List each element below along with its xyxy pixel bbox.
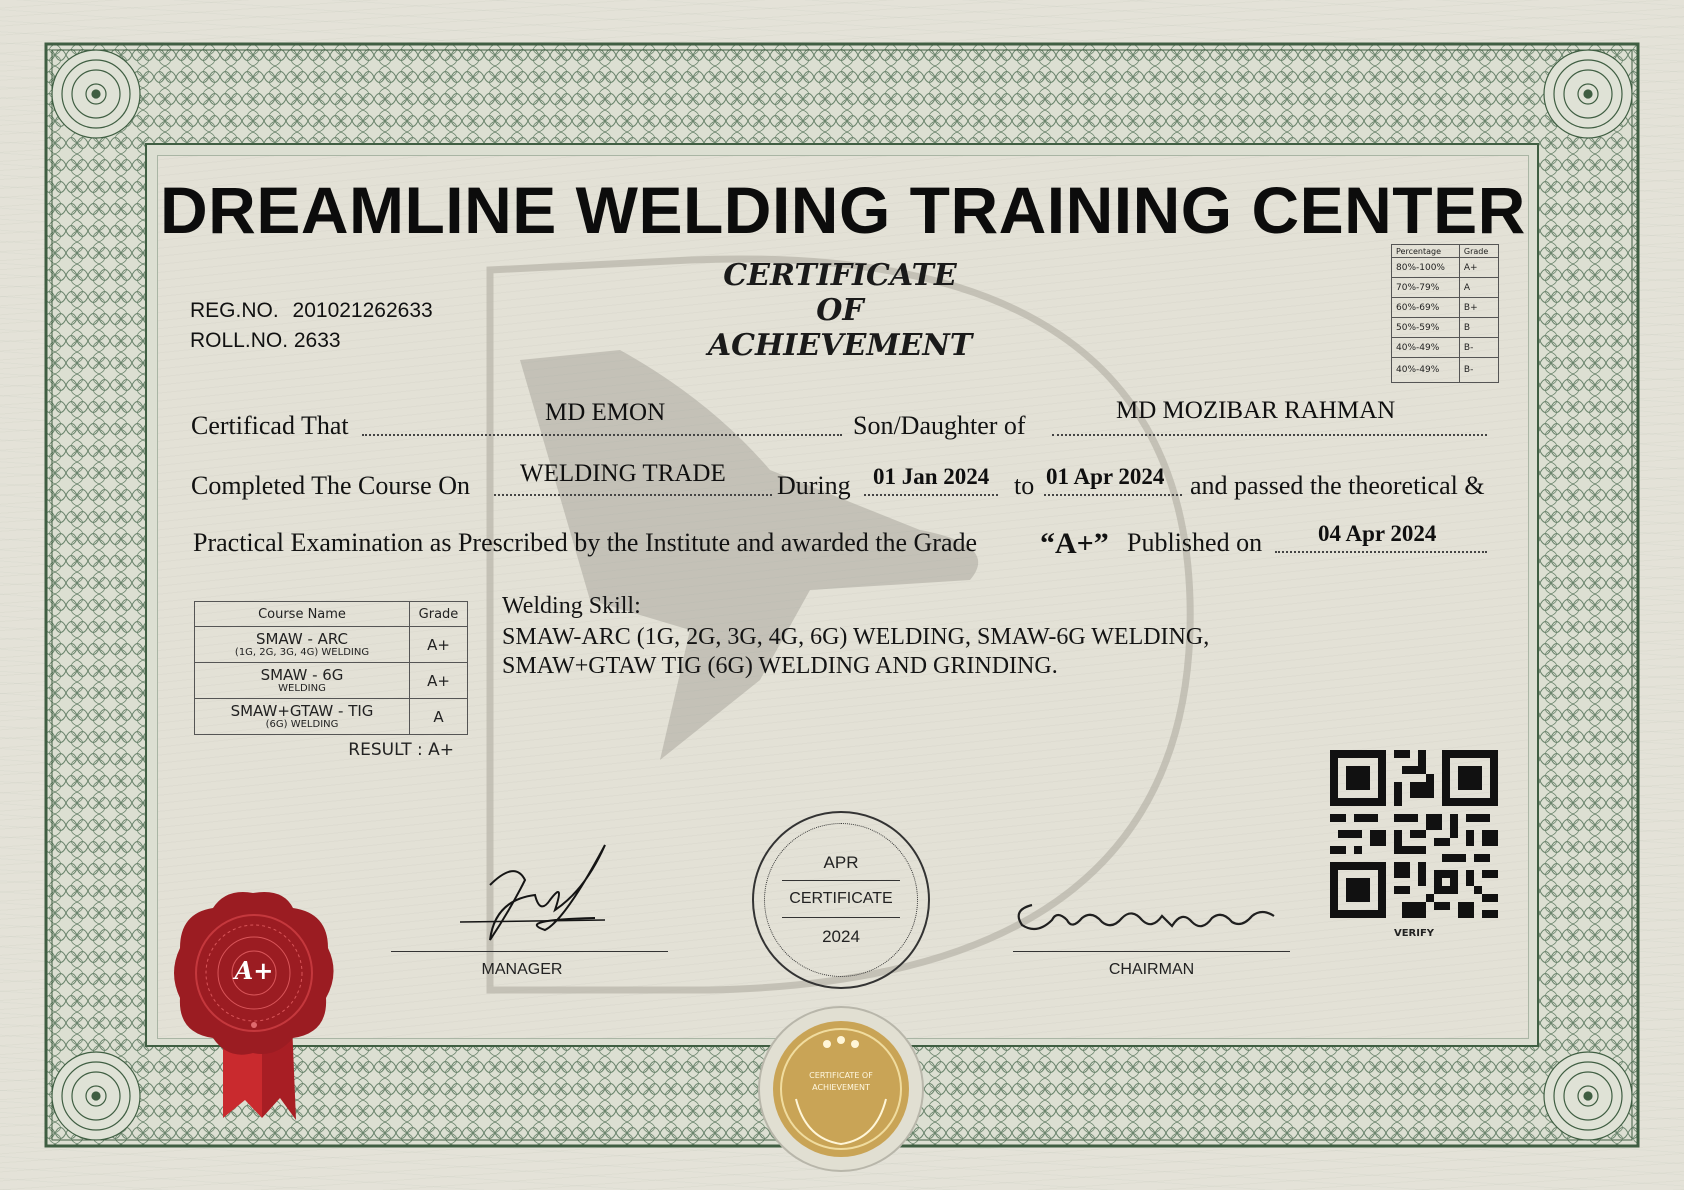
stamp-month: APR [823,853,859,872]
wax-seal-grade: A+ [234,956,274,985]
grade-scale-row [1392,278,1499,298]
grade-scale-percentage: 80%-100% [1392,258,1460,278]
course-grade: A [410,699,468,735]
course-sub: (6G) WELDING [265,719,339,730]
stamp-divider [782,880,900,881]
course-header-name: Course Name [195,602,410,627]
certificate-heading [680,258,1000,363]
grade-scale-grade: B- [1459,358,1498,383]
grade-scale-grade: B+ [1459,298,1498,318]
grade-scale-percentage: 60%-69% [1392,298,1460,318]
reg-value: 201021262633 [292,299,433,322]
course-table-header [195,602,468,627]
course-grade: A+ [410,663,468,699]
skills-heading: Welding Skill: [502,593,641,619]
published-date: 04 Apr 2024 [1318,521,1437,546]
grade-scale-percentage: 40%-49% [1392,338,1460,358]
chairman-signature [1012,890,1292,950]
passed-label: and passed the theoretical & [1190,471,1485,500]
wax-seal [168,888,338,1128]
start-date-dotline [864,494,998,496]
student-name: MD EMON [545,399,666,426]
grade-scale-row [1392,338,1499,358]
parent-name-dotline [1052,434,1487,436]
chairman-label: CHAIRMAN [1108,961,1195,978]
grade-scale-row [1392,298,1499,318]
grade-scale-grade: A+ [1459,258,1498,278]
course-cell [195,699,410,735]
qr-verify-label: VERIFY [1393,928,1435,939]
gold-badge-line-1: CERTIFICATE OF [809,1071,873,1080]
stamp-year: 2024 [822,927,860,946]
skills-line-1: SMAW-ARC (1G, 2G, 3G, 4G, 6G) WELDING, SMAW-6G WELDING, [502,624,1210,650]
manager-signature-line [391,951,668,952]
course-sub: (1G, 2G, 3G, 4G) WELDING [234,647,370,658]
course-name: SMAW+GTAW - TIG [230,702,374,720]
awarded-grade: “A+” [1040,527,1109,560]
roll-value: 2633 [293,329,341,352]
heading-line-1: CERTIFICATE [723,258,957,293]
grade-scale-header-grade: Grade [1459,245,1498,258]
roll-label: ROLL.NO. [190,329,289,352]
published-label: Published on [1127,528,1263,557]
to-label: to [1014,471,1035,500]
start-date: 01 Jan 2024 [873,464,990,489]
course-name-dotline [494,494,772,496]
grade-scale-grade: B [1459,318,1498,338]
course-sub: WELDING [278,683,326,694]
gold-badge-line-2: ACHIEVEMENT [812,1083,870,1092]
course-cell [195,663,410,699]
manager-label: MANAGER [481,961,563,978]
course-table [194,601,468,735]
grade-scale-grade: A [1459,278,1498,298]
grade-scale-percentage: 40%-49% [1392,358,1460,383]
student-name-dotline [362,434,842,436]
stamp-divider [782,917,900,918]
course-grade: A+ [410,627,468,663]
grade-scale-percentage: 70%-79% [1392,278,1460,298]
end-date: 01 Apr 2024 [1046,464,1165,489]
parent-label: Son/Daughter of [853,411,1026,440]
skills-line-2: SMAW+GTAW TIG (6G) WELDING AND GRINDING. [502,653,1058,679]
end-date-dotline [1044,494,1182,496]
during-label: During [777,471,851,500]
grade-scale-header [1392,245,1499,258]
course-label: Completed The Course On [191,471,470,500]
course-cell [195,627,410,663]
grade-scale-percentage: 50%-59% [1392,318,1460,338]
manager-signature [455,840,625,950]
reg-number [190,299,433,323]
grade-scale-header-percentage: Percentage [1392,245,1460,258]
parent-name: MD MOZIBAR RAHMAN [1116,397,1396,424]
chairman-signature-line [1013,951,1290,952]
qr-code [1330,750,1498,918]
published-date-dotline [1275,551,1487,553]
course-result: RESULT : A+ [348,740,454,760]
course-header-grade: Grade [410,602,468,627]
practical-label: Practical Examination as Prescribed by the Institute and awarded the Grade [193,528,978,557]
gold-badge-text [776,1070,906,1094]
institute-title: DREAMLINE WELDING TRAINING CENTER [160,173,1526,247]
course-row [195,699,468,735]
course-name: SMAW - 6G [260,666,344,684]
grade-scale-row [1392,358,1499,383]
grade-scale-row [1392,258,1499,278]
course-name: SMAW - ARC [255,630,349,648]
date-stamp [752,811,930,989]
heading-line-2: OF [816,293,864,328]
heading-line-3: ACHIEVEMENT [707,328,973,363]
certified-label: Certificad That [191,411,349,440]
grade-scale-table [1391,244,1499,383]
grade-scale-row [1392,318,1499,338]
roll-number [190,329,341,353]
course-row [195,627,468,663]
course-name: WELDING TRADE [520,460,726,487]
course-row [195,663,468,699]
stamp-label: CERTIFICATE [789,890,893,907]
grade-scale-grade: B- [1459,338,1498,358]
reg-label: REG.NO. [190,299,279,322]
